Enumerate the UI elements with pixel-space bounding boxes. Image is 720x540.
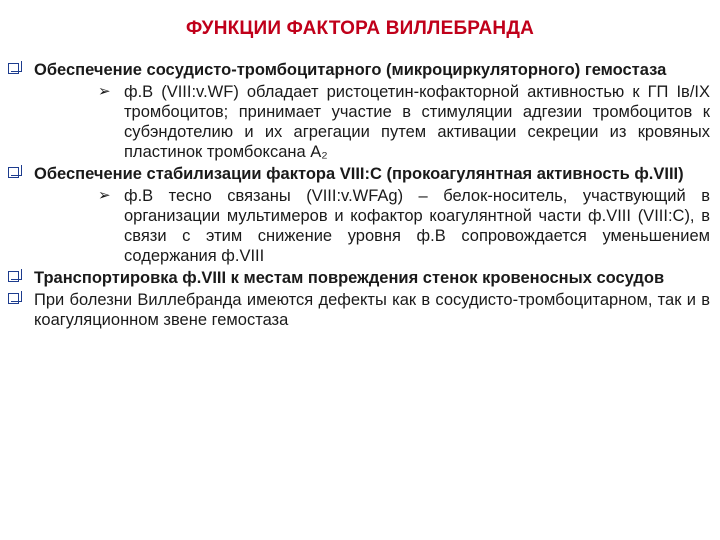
bullet-item-factor-viii-stabilization <box>8 164 710 184</box>
sub-text: ф.В (VIII:v.WF) обладает ристоцетин-кофакторной активностью к ГП Iв/IX тромбоцитов; принимает участие в стимуляции адгезии тромбоцитов к субэндотелию и их агрегации путем активации секреции из кровяных пластинок тромбоксана А₂ <box>124 83 710 161</box>
bullet-text: Обеспечение сосудисто-тромбоцитарного (микроциркуляторного) гемостаза <box>34 61 667 79</box>
sub-item-ristocetin-activity <box>8 82 710 162</box>
checkbox-square-icon <box>8 63 19 74</box>
bullet-text: При болезни Виллебранда имеются дефекты как в сосудисто-тромбоцитарном, так и в коагуляционном звене гемостаза <box>34 291 710 329</box>
checkbox-square-icon <box>8 293 19 304</box>
sub-text: ф.В тесно связаны (VIII:v.WFAg) – белок-носитель, участвующий в организации мультимеров и кофактор коагулянтной части ф.VIII (VIII:С), в связи с этим снижение уровня ф.В сопровождается уменьшением содержания ф.VIII <box>124 187 710 265</box>
bullet-item-transport <box>8 268 710 288</box>
bullet-item-disease-defects <box>8 290 710 330</box>
bullet-text: Обеспечение стабилизации фактора VIII:С (прокоагулянтная активность ф.VIII) <box>34 165 684 183</box>
sub-item-carrier-protein <box>8 186 710 266</box>
arrow-right-icon: ➢ <box>98 83 111 100</box>
bullet-item-primary-hemostasis <box>8 60 710 80</box>
slide-title: ФУНКЦИИ ФАКТОРА ВИЛЛЕБРАНДА <box>185 18 535 39</box>
checkbox-square-icon <box>8 167 19 178</box>
bullet-text: Транспортировка ф.VIII к местам повреждения стенок кровеносных сосудов <box>34 269 665 287</box>
slide-content <box>8 60 710 332</box>
checkbox-square-icon <box>8 271 19 282</box>
arrow-right-icon: ➢ <box>98 187 111 204</box>
